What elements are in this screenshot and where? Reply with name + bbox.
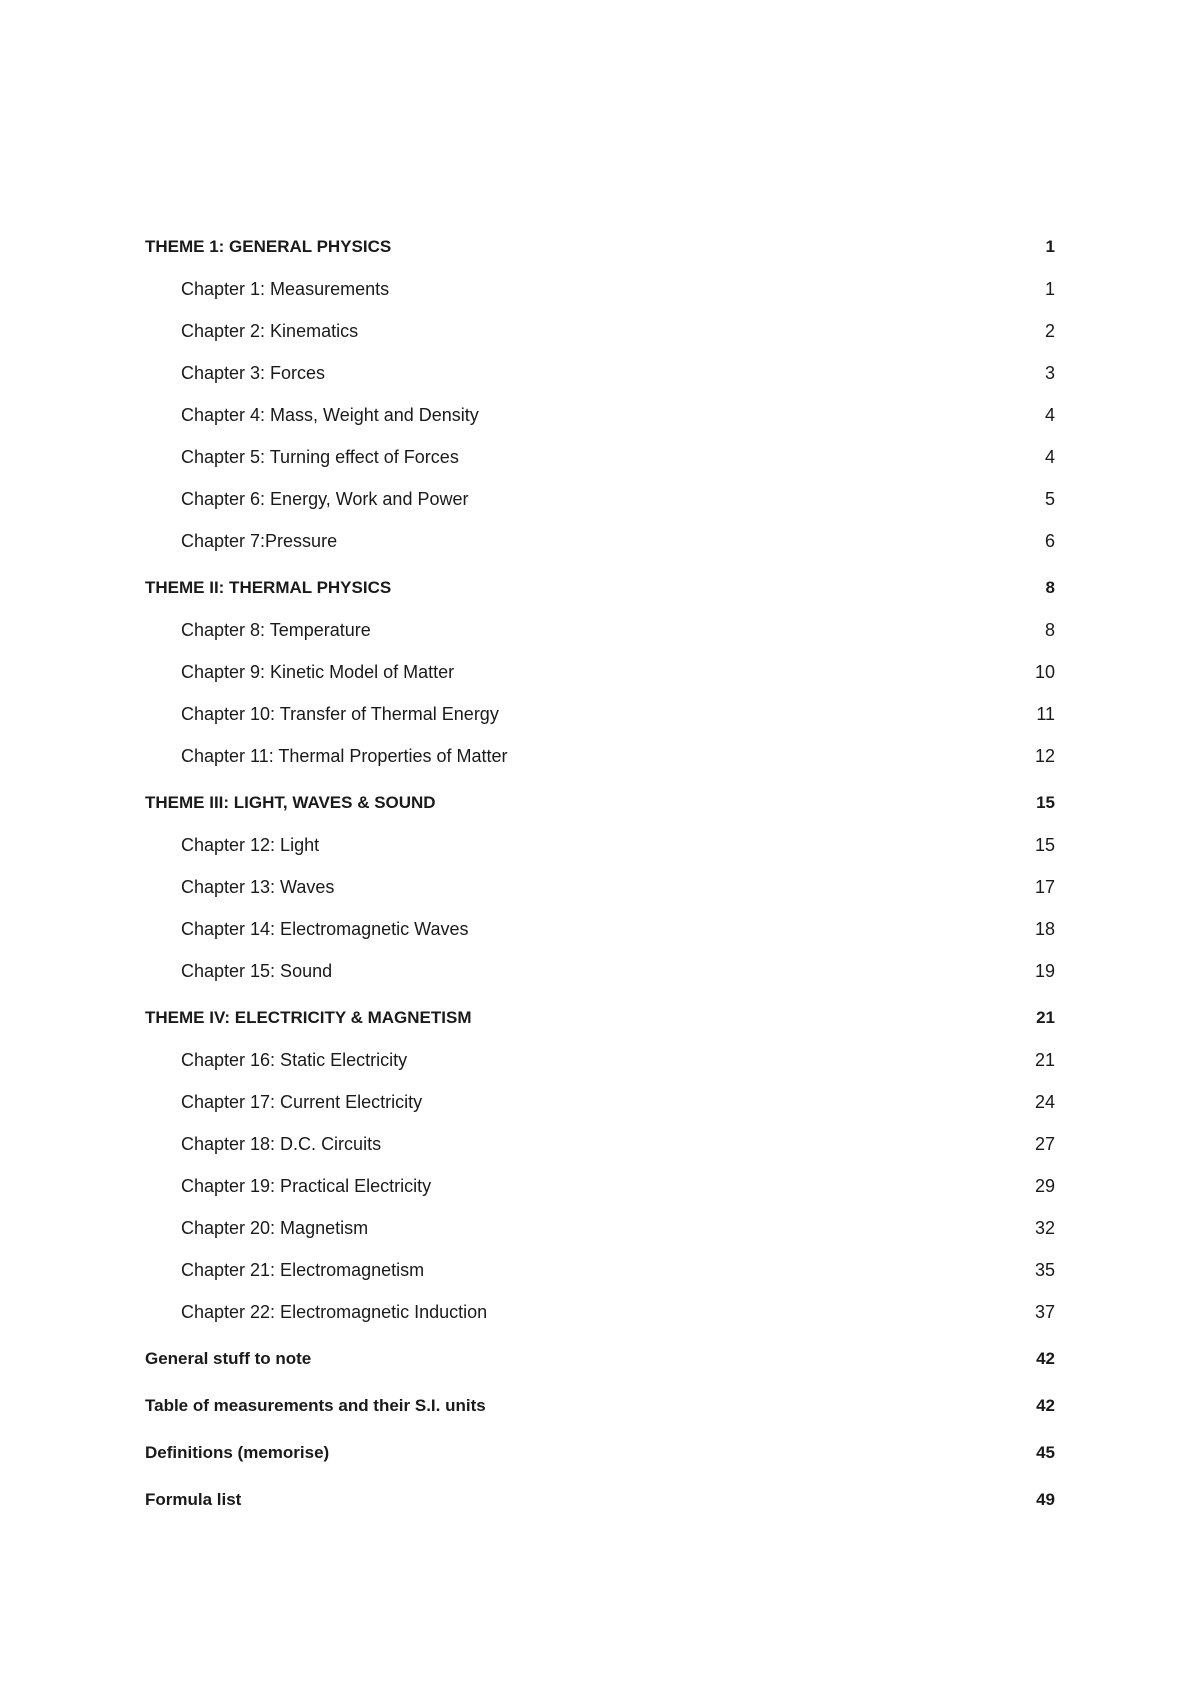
toc-entry-page: 37 bbox=[1034, 1302, 1055, 1322]
toc-chapter-row[interactable] bbox=[145, 1207, 1055, 1249]
toc-entry-title: Chapter 18: D.C. Circuits bbox=[181, 1134, 382, 1154]
toc-entry-page: 12 bbox=[1034, 746, 1055, 766]
toc-entry-page: 42 bbox=[1036, 1349, 1055, 1368]
toc-entry-title: Chapter 4: Mass, Weight and Density bbox=[181, 405, 479, 425]
toc-entry-page: 3 bbox=[1044, 363, 1055, 383]
toc-entry-page: 35 bbox=[1034, 1260, 1055, 1280]
toc-entry-page: 8 bbox=[1044, 620, 1055, 640]
toc-entry-page: 42 bbox=[1036, 1396, 1055, 1415]
toc-entry-title: Chapter 15: Sound bbox=[181, 961, 333, 981]
toc-entry-title: THEME 1: GENERAL PHYSICS bbox=[145, 237, 392, 256]
toc-section-row[interactable] bbox=[145, 1385, 1055, 1427]
toc-chapter-row[interactable] bbox=[145, 478, 1055, 520]
toc-entry-page: 2 bbox=[1044, 321, 1055, 341]
table-of-contents bbox=[145, 226, 1055, 1521]
toc-chapter-row[interactable] bbox=[145, 1039, 1055, 1081]
toc-entry-page: 32 bbox=[1034, 1218, 1055, 1238]
toc-entry-title: Chapter 8: Temperature bbox=[181, 620, 371, 640]
toc-section-row[interactable] bbox=[145, 1479, 1055, 1521]
toc-entry-page: 19 bbox=[1034, 961, 1055, 981]
toc-entry-title: Chapter 21: Electromagnetism bbox=[181, 1260, 425, 1280]
toc-entry-title: THEME II: THERMAL PHYSICS bbox=[145, 578, 392, 597]
toc-entry-title: Chapter 16: Static Electricity bbox=[181, 1050, 408, 1070]
toc-entry-page: 8 bbox=[1045, 578, 1055, 597]
toc-entry-title: Table of measurements and their S.I. units bbox=[145, 1396, 486, 1415]
toc-chapter-row[interactable] bbox=[145, 693, 1055, 735]
toc-theme-row[interactable] bbox=[145, 226, 1055, 268]
toc-entry-title: Chapter 11: Thermal Properties of Matter bbox=[181, 746, 508, 766]
toc-entry-title: Chapter 9: Kinetic Model of Matter bbox=[181, 662, 455, 682]
toc-chapter-row[interactable] bbox=[145, 1123, 1055, 1165]
toc-entry-page: 5 bbox=[1044, 489, 1055, 509]
toc-entry-page: 11 bbox=[1036, 704, 1055, 724]
toc-chapter-row[interactable] bbox=[145, 866, 1055, 908]
toc-chapter-row[interactable] bbox=[145, 268, 1055, 310]
toc-theme-row[interactable] bbox=[145, 997, 1055, 1039]
toc-entry-page: 15 bbox=[1034, 835, 1055, 855]
toc-chapter-row[interactable] bbox=[145, 735, 1055, 777]
toc-entry-title: Chapter 7:Pressure bbox=[181, 531, 338, 551]
toc-chapter-row[interactable] bbox=[145, 950, 1055, 992]
toc-entry-page: 21 bbox=[1036, 1008, 1055, 1027]
toc-entry-page: 10 bbox=[1034, 662, 1055, 682]
toc-chapter-row[interactable] bbox=[145, 1081, 1055, 1123]
toc-chapter-row[interactable] bbox=[145, 651, 1055, 693]
toc-entry-page: 27 bbox=[1034, 1134, 1055, 1154]
toc-chapter-row[interactable] bbox=[145, 436, 1055, 478]
toc-chapter-row[interactable] bbox=[145, 908, 1055, 950]
toc-entry-title: Chapter 22: Electromagnetic Induction bbox=[181, 1302, 488, 1322]
toc-entry-page: 6 bbox=[1044, 531, 1055, 551]
toc-entry-page: 45 bbox=[1036, 1443, 1055, 1462]
toc-entry-title: Chapter 10: Transfer of Thermal Energy bbox=[181, 704, 499, 724]
toc-entry-page: 29 bbox=[1034, 1176, 1055, 1196]
toc-entry-page: 18 bbox=[1034, 919, 1055, 939]
toc-entry-page: 24 bbox=[1034, 1092, 1055, 1112]
toc-entry-page: 1 bbox=[1045, 237, 1055, 256]
toc-chapter-row[interactable] bbox=[145, 352, 1055, 394]
toc-entry-title: Chapter 3: Forces bbox=[181, 363, 326, 383]
toc-chapter-row[interactable] bbox=[145, 520, 1055, 562]
toc-entry-title: Chapter 2: Kinematics bbox=[181, 321, 359, 341]
toc-entry-title: Chapter 20: Magnetism bbox=[181, 1218, 369, 1238]
toc-chapter-row[interactable] bbox=[145, 609, 1055, 651]
toc-entry-page: 17 bbox=[1034, 877, 1055, 897]
toc-entry-page: 4 bbox=[1044, 405, 1055, 425]
toc-entry-title: Chapter 17: Current Electricity bbox=[181, 1092, 423, 1112]
toc-entry-page: 15 bbox=[1036, 793, 1055, 812]
toc-entry-title: Chapter 13: Waves bbox=[181, 877, 335, 897]
toc-chapter-row[interactable] bbox=[145, 1249, 1055, 1291]
toc-entry-title: Chapter 14: Electromagnetic Waves bbox=[181, 919, 469, 939]
toc-entry-title: Chapter 5: Turning effect of Forces bbox=[181, 447, 459, 467]
toc-entry-page: 4 bbox=[1044, 447, 1055, 467]
toc-section-row[interactable] bbox=[145, 1432, 1055, 1474]
toc-entry-page: 49 bbox=[1036, 1490, 1055, 1509]
toc-chapter-row[interactable] bbox=[145, 310, 1055, 352]
toc-theme-row[interactable] bbox=[145, 567, 1055, 609]
toc-entry-title: Formula list bbox=[145, 1490, 242, 1509]
toc-entry-title: Chapter 6: Energy, Work and Power bbox=[181, 489, 469, 509]
toc-entry-title: Chapter 12: Light bbox=[181, 835, 320, 855]
toc-chapter-row[interactable] bbox=[145, 1291, 1055, 1333]
toc-entry-title: Chapter 19: Practical Electricity bbox=[181, 1176, 432, 1196]
toc-entry-title: Definitions (memorise) bbox=[145, 1443, 330, 1462]
toc-entry-title: THEME III: LIGHT, WAVES & SOUND bbox=[145, 793, 436, 812]
toc-theme-row[interactable] bbox=[145, 782, 1055, 824]
toc-entry-title: Chapter 1: Measurements bbox=[181, 279, 390, 299]
toc-entry-page: 1 bbox=[1044, 279, 1055, 299]
toc-chapter-row[interactable] bbox=[145, 824, 1055, 866]
toc-section-row[interactable] bbox=[145, 1338, 1055, 1380]
toc-entry-page: 21 bbox=[1034, 1050, 1055, 1070]
toc-entry-title: General stuff to note bbox=[145, 1349, 312, 1368]
toc-chapter-row[interactable] bbox=[145, 1165, 1055, 1207]
toc-entry-title: THEME IV: ELECTRICITY & MAGNETISM bbox=[145, 1008, 472, 1027]
toc-chapter-row[interactable] bbox=[145, 394, 1055, 436]
